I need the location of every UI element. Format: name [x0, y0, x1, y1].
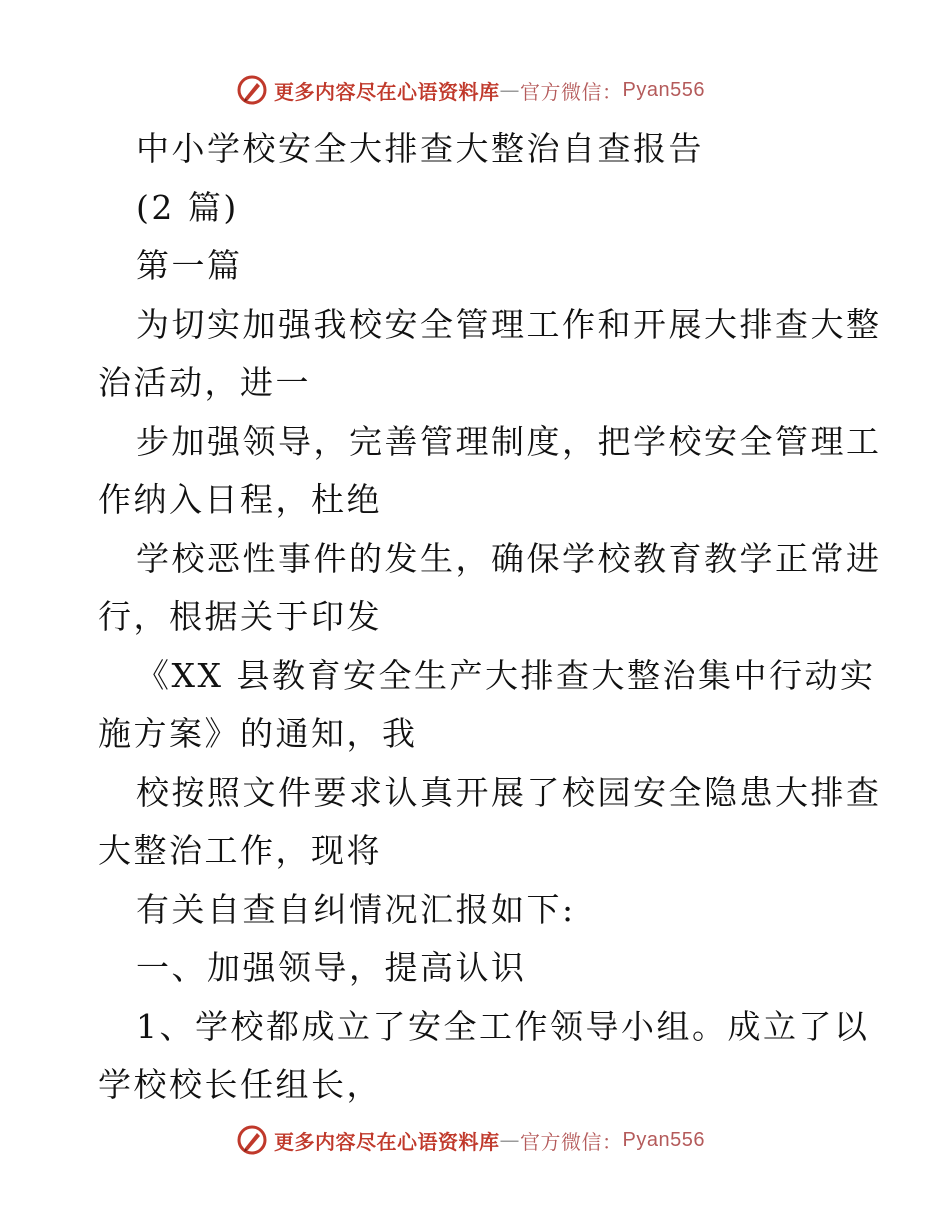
document-title: 中小学校安全大排查大整治自查报告 — [136, 129, 704, 168]
watermark-site-text: 更多内容尽在心语资料库 — [274, 79, 500, 104]
watermark-text — [274, 1126, 705, 1155]
paragraph-line: 校按照文件要求认真开展了校园安全隐患大排查 — [136, 772, 882, 812]
watermark-text — [274, 76, 705, 105]
header-watermark — [236, 72, 705, 108]
section-heading: 第一篇 — [136, 246, 243, 285]
document-subtitle: (2 篇) — [136, 187, 239, 227]
document-body — [98, 120, 882, 1115]
section-heading: 一、加强领导，提高认识 — [136, 948, 527, 987]
watermark-wechat-id: Pyan556 — [622, 78, 705, 101]
watermark-wechat-label: 官方微信： — [520, 1129, 623, 1154]
watermark-dash: — — [499, 78, 520, 102]
footer-watermark — [236, 1122, 705, 1158]
paragraph-line: 有关自查自纠情况汇报如下: — [136, 889, 576, 929]
watermark-site-text: 更多内容尽在心语资料库 — [274, 1129, 500, 1154]
pen-circle-logo-icon — [236, 74, 268, 106]
watermark-dash: — — [499, 1128, 520, 1152]
watermark-wechat-label: 官方微信： — [520, 79, 623, 104]
paragraph-line: 大整治工作，现将 — [98, 831, 382, 870]
paragraph-line: 《XX 县教育安全生产大排查大整治集中行动实 — [136, 655, 876, 695]
paragraph-line: 1、学校都成立了安全工作领导小组。成立了以 — [136, 1006, 870, 1046]
paragraph-line: 治活动，进一 — [98, 363, 311, 402]
paragraph-line: 为切实加强我校安全管理工作和开展大排查大整 — [136, 304, 882, 344]
paragraph-line: 施方案》的通知，我 — [98, 714, 418, 753]
paragraph-line: 学校校长任组长， — [98, 1065, 382, 1104]
watermark-wechat-id: Pyan556 — [622, 1128, 705, 1151]
paragraph-line: 步加强领导，完善管理制度，把学校安全管理工 — [136, 421, 882, 461]
paragraph-line: 行，根据关于印发 — [98, 597, 382, 636]
paragraph-line: 学校恶性事件的发生，确保学校教育教学正常进 — [136, 538, 882, 578]
paragraph-line: 作纳入日程，杜绝 — [98, 480, 382, 519]
pen-circle-logo-icon — [236, 1124, 268, 1156]
